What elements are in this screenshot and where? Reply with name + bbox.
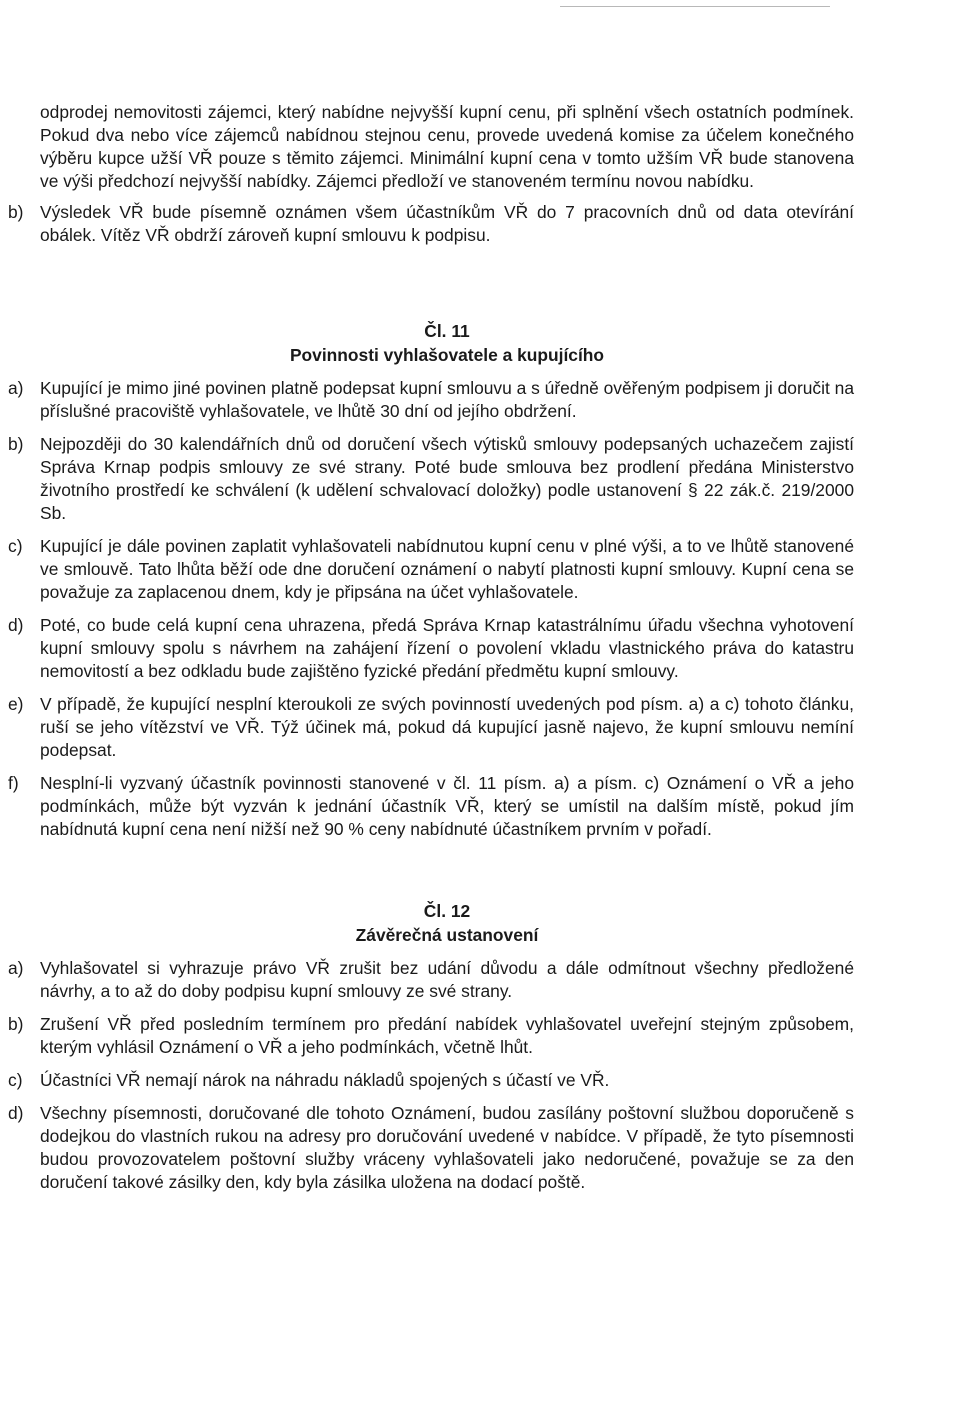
- list-item: [8, 614, 854, 683]
- item-letter: e): [8, 694, 24, 714]
- item-text: Kupující je dále povinen zaplatit vyhlašovateli nabídnutou kupní cenu v plné výši, a to ve lhůtě stanovené ve smlouvě. Tato lhůta běží ode dne doručení oznámení o nabytí platnosti kupní smlouvy. Kupní cena se považuje za zaplacenou dnem, kdy je připsána na účet vyhlašovatele.: [40, 536, 854, 602]
- item-letter: c): [8, 536, 23, 556]
- item-letter: b): [8, 1014, 24, 1034]
- item-letter: b): [8, 202, 24, 222]
- item-text: Kupující je mimo jiné povinen platně podepsat kupní smlouvu a s úředně ověřeným podpisem ji doručit na příslušné pracoviště vyhlašovatele, ve lhůtě 30 dní od jejího obdržení.: [40, 378, 854, 421]
- item-letter: f): [8, 773, 19, 793]
- item-text: Poté, co bude celá kupní cena uhrazena, předá Správa Krnap katastrálnímu úřadu všechna vyhotovení kupní smlouvy spolu s návrhem na zahájení řízení o povolení vkladu vlastnického práva do katastru nemovitostí a bez odkladu bude zajištěno fyzické předání předmětu kupní smlouvy.: [40, 615, 854, 681]
- list-item: [8, 377, 854, 423]
- list-item: [8, 535, 854, 604]
- continuation-paragraph: odprodej nemovitosti zájemci, který nabídne nejvyšší kupní cenu, při splnění všech ostatních podmínek. Pokud dva nebo více zájemců nabídnou stejnou cenu, provede uvedená komise za účelem konečného výběru kupce užší VŘ pouze s těmito zájemci. Minimální kupní cena v tomto užším VŘ bude stanovena ve výši předchozí nejvyšší nabídky. Zájemci předloží ve stanoveném termínu novou nabídku.: [40, 102, 854, 191]
- item-text: Účastníci VŘ nemají nárok na náhradu nákladů spojených s účastí ve VŘ.: [40, 1070, 610, 1090]
- item-text: Vyhlašovatel si vyhrazuje právo VŘ zrušit bez udání důvodu a dále odmítnout všechny předložené návrhy, a to až do doby podpisu kupní smlouvy ze své strany.: [40, 958, 854, 1001]
- section-title: Závěrečná ustanovení: [355, 925, 539, 945]
- item-letter: a): [8, 378, 24, 398]
- item-text: Všechny písemnosti, doručované dle tohoto Oznámení, budou zasílány poštovní službou doporučeně s dodejkou do vlastních rukou na adresy pro doručování uvedené v nabídce. V případě, že tyto písemnosti budou provozovatelem poštovní služby vráceny vyhlašovateli jako nedoručené, považuje se za den doručení takové zásilky den, kdy byla zásilka uložena na dodací poště.: [40, 1103, 854, 1192]
- list-item: [8, 957, 854, 1003]
- item-text: Nejpozději do 30 kalendářních dnů od doručení všech výtisků smlouvy podepsaných uchazečem zajistí Správa Krnap podpis smlouvy ze své strany. Poté bude smlouva bez prodlení předána Ministerstvo životního prostředí ke schválení (k udělení schvalovací doložky) podle ustanovení § 22 zák.č. 219/2000 Sb.: [40, 434, 854, 523]
- list-item: [8, 693, 854, 762]
- list-item: [8, 1102, 854, 1194]
- item-text: Výsledek VŘ bude písemně oznámen všem účastníkům VŘ do 7 pracovních dnů od data otevírání obálek. Vítěz VŘ obdrží zároveň kupní smlouvu k podpisu.: [40, 202, 854, 245]
- list-item: [8, 1013, 854, 1059]
- list-item: [8, 201, 854, 247]
- item-letter: d): [8, 615, 24, 635]
- section-title: Povinnosti vyhlašovatele a kupujícího: [289, 345, 605, 365]
- item-text: Nesplní-li vyzvaný účastník povinnosti stanovené v čl. 11 písm. a) a písm. c) Oznámení o VŘ a jeho podmínkách, může být vyzván k jednání účastník VŘ, který se umístil na dalším místě, pokud jím nabídnutá kupní cena není nižší než 90 % ceny nabídnuté účastníkem prvním v pořadí.: [40, 773, 854, 839]
- section-number: Čl. 11: [424, 321, 470, 341]
- item-letter: b): [8, 434, 24, 454]
- section-heading-12: [40, 899, 854, 947]
- section-heading-11: [40, 319, 854, 367]
- list-item: [8, 1069, 854, 1092]
- list-item: [8, 772, 854, 841]
- list-item: [8, 433, 854, 525]
- item-letter: d): [8, 1103, 24, 1123]
- item-text: Zrušení VŘ před posledním termínem pro předání nabídek vyhlašovatel uveřejní stejným způsobem, kterým vyhlásil Oznámení o VŘ a jeho podmínkách, včetně lhůt.: [40, 1014, 854, 1057]
- section-number: Čl. 12: [423, 901, 471, 921]
- scan-artifact-line: [560, 6, 830, 7]
- item-letter: a): [8, 958, 24, 978]
- item-letter: c): [8, 1070, 23, 1090]
- document-body: [8, 101, 854, 1194]
- item-text: V případě, že kupující nesplní kteroukoli ze svých povinností uvedených pod písm. a) a c) tohoto článku, ruší se jeho vítězství ve VŘ. Týž účinek má, pokud dá kupující jasně najevo, že kupní smlouvu nemíní podepsat.: [40, 694, 854, 760]
